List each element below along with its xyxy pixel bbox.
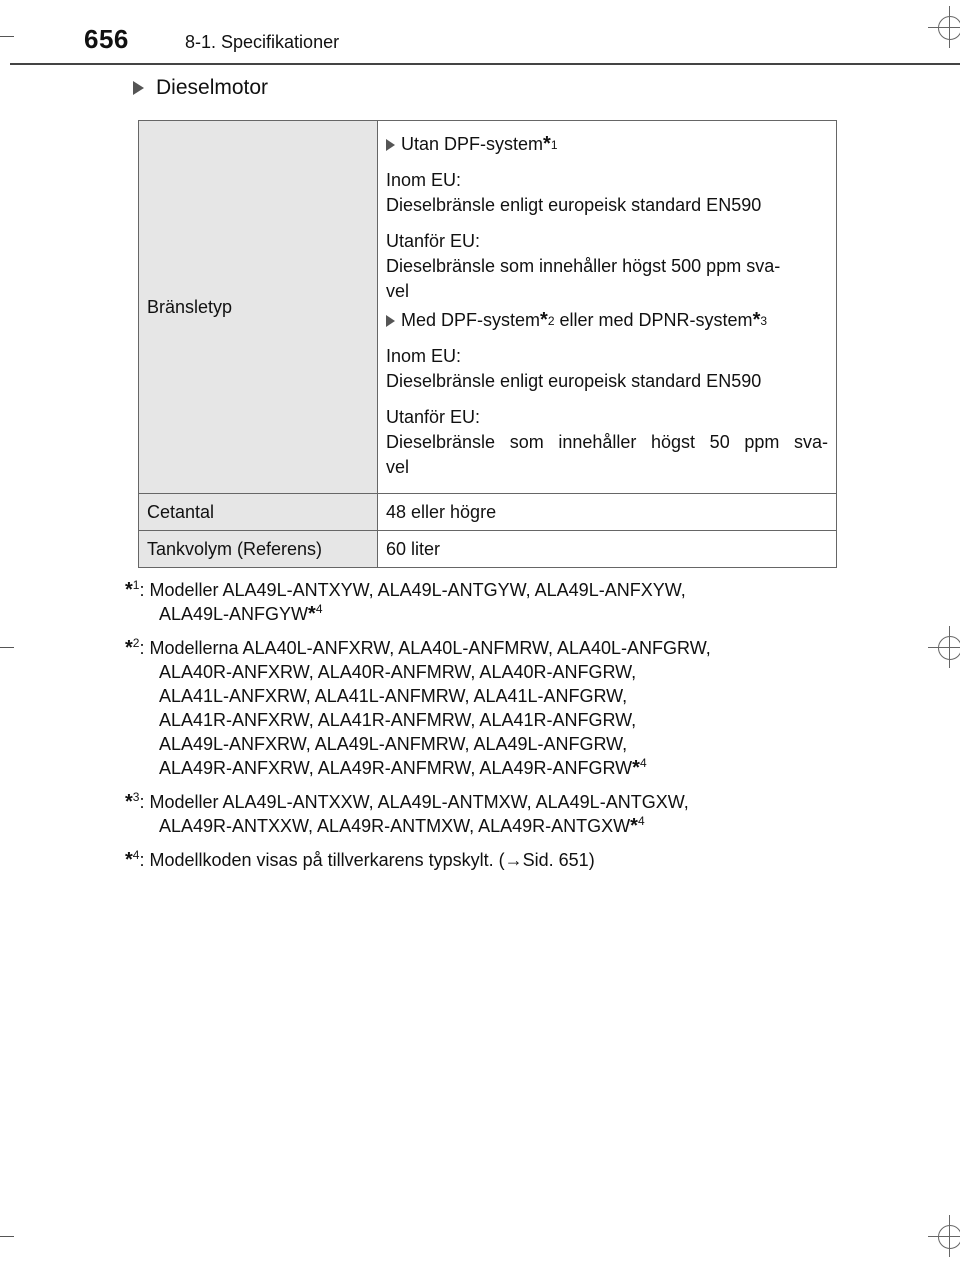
- footnote-4: *$^4$: Modellkoden visas på tillverkarens typskylt. (→Sid. 651): [125, 848, 595, 871]
- crop-mark-icon: [928, 27, 960, 28]
- spec-table: [138, 120, 837, 568]
- cetane-label: Cetantal: [139, 494, 378, 531]
- section-title-text: Dieselmotor: [156, 76, 269, 99]
- tank-volume-value: 60 liter: [378, 531, 837, 568]
- footnote-2: *$^2$: Modellerna ALA40L-ANFXRW, ALA40L-ANFMRW, ALA40L-ANFGRW, ALA40R-ANFXRW, ALA40R-ANFMRW, ALA40R-ANFGRW, ALA41L-ANFXRW, ALA41L-ANFMRW, ALA41L-ANFGRW, ALA41R-ANFXRW, ALA41R-ANFMRW, ALA41R-ANFGRW, ALA49L-ANFXRW, ALA49L-ANFMRW, ALA49L-ANFGRW, ALA49R-ANFXRW, ALA49R-ANFMRW, ALA49R-ANFGRW*$^4$: [125, 636, 711, 779]
- footnote-3: *$^3$: Modeller ALA49L-ANTXXW, ALA49L-ANTMXW, ALA49L-ANTGXW, ALA49R-ANTXXW, ALA49R-ANTMXW, ALA49R-ANTGXW*$^4$: [125, 790, 689, 837]
- without-dpf-heading: Utan DPF-system * 1: [386, 132, 828, 157]
- with-dpf-inside-eu: Inom EU: Dieselbränsle enligt europeisk standard EN590: [386, 346, 762, 391]
- triangle-right-icon: [386, 139, 395, 151]
- crop-mark-icon: [928, 1236, 960, 1237]
- cetane-value: 48 eller högre: [378, 494, 837, 531]
- arrow-right-icon: →: [504, 850, 523, 870]
- with-dpf-heading: Med DPF-system * 2 eller med DPNR-system * 3: [386, 308, 828, 333]
- section-heading: [133, 76, 268, 100]
- header-divider: [10, 63, 960, 65]
- triangle-right-icon: [386, 315, 395, 327]
- table-row: [139, 531, 837, 568]
- fuel-type-label: Bränsletyp: [139, 121, 378, 494]
- crop-mark-icon: [0, 1236, 14, 1237]
- without-dpf-outside-eu: Utanför EU: Dieselbränsle som innehåller högst 500 ppm sva- vel: [386, 231, 781, 301]
- tank-volume-label: Tankvolym (Referens): [139, 531, 378, 568]
- table-row: [139, 494, 837, 531]
- page-reference-link[interactable]: Sid. 651): [522, 850, 595, 870]
- crop-mark-icon: [0, 36, 14, 37]
- table-row: [139, 121, 837, 494]
- footnotes: [125, 578, 865, 882]
- page-number: 656: [84, 24, 129, 54]
- triangle-right-icon: [133, 81, 144, 95]
- chapter-title: 8-1. Specifikationer: [185, 32, 340, 52]
- crop-mark-icon: [928, 647, 960, 648]
- with-dpf-outside-eu: Utanför EU: Dieselbränsle som innehåller högst 50 ppm sva- vel: [386, 407, 828, 477]
- footnote-1: *$^1$: Modeller ALA49L-ANTXYW, ALA49L-ANTGYW, ALA49L-ANFXYW, ALA49L-ANFGYW*$^4$: [125, 578, 686, 625]
- without-dpf-inside-eu: Inom EU: Dieselbränsle enligt europeisk standard EN590: [386, 170, 762, 215]
- fuel-type-value: [378, 121, 837, 494]
- crop-mark-icon: [0, 647, 14, 648]
